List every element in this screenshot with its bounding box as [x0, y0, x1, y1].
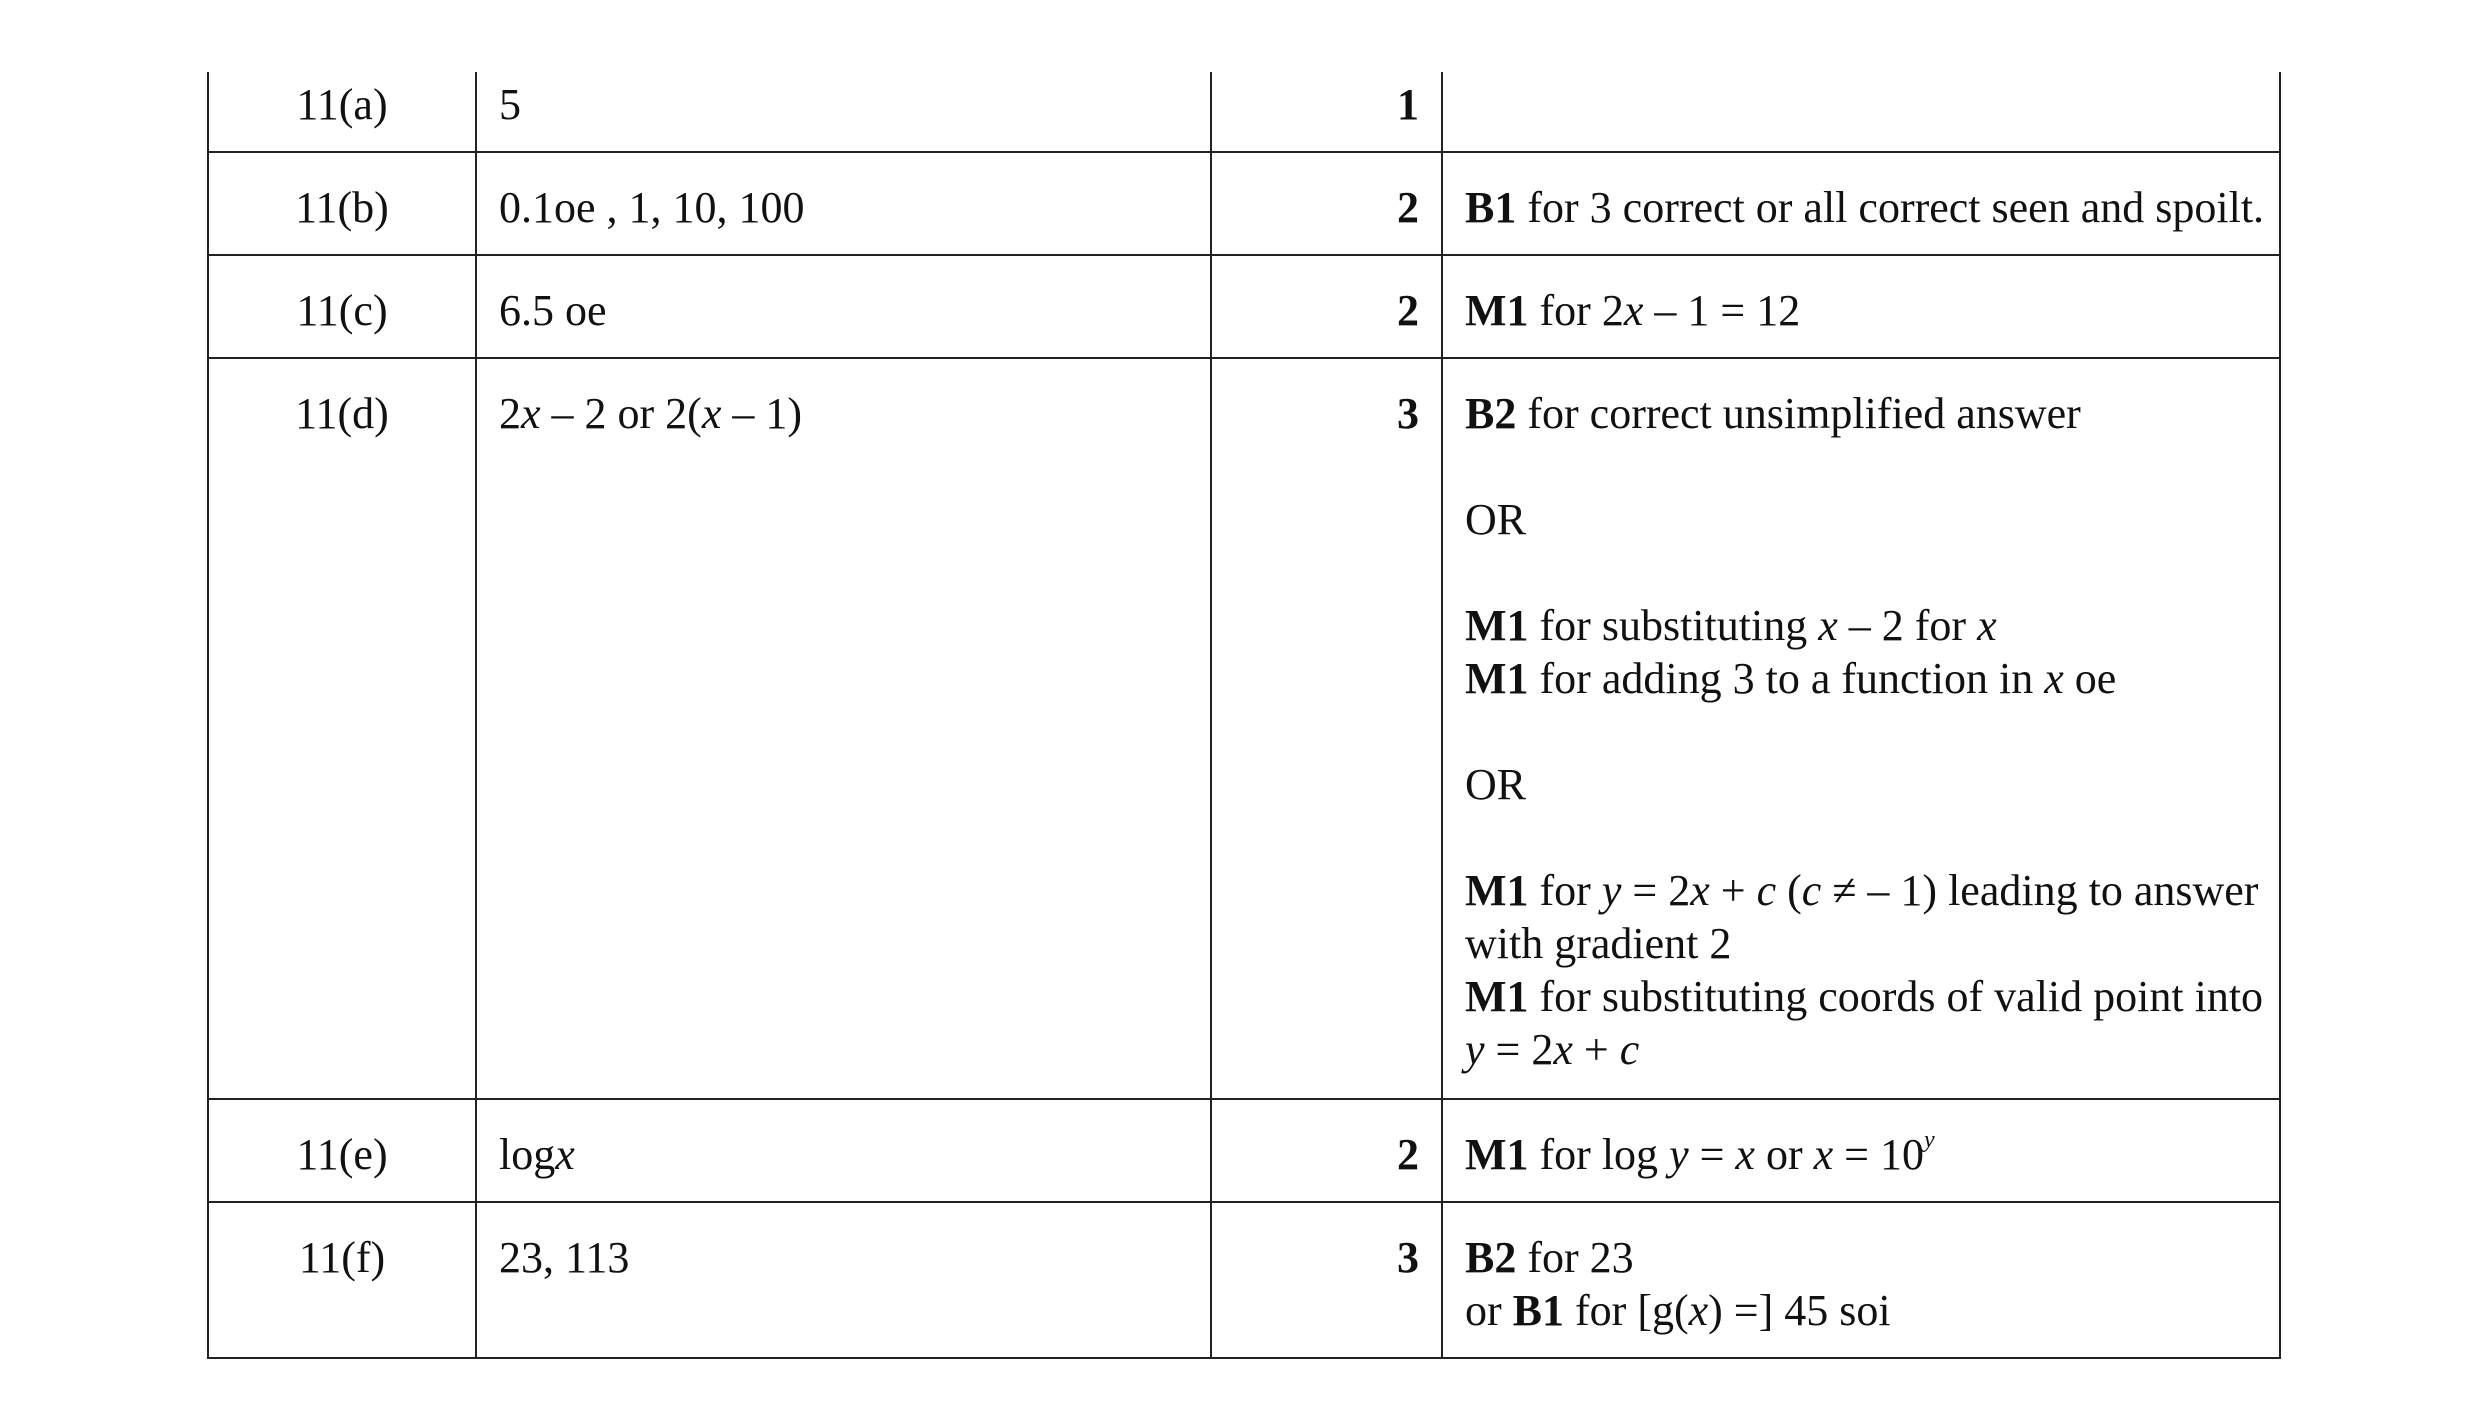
mark-scheme-table	[207, 72, 2281, 1359]
guidance-cell: M1 for 2x – 1 = 12	[1442, 255, 2280, 358]
answer-cell: 5	[476, 72, 1211, 152]
table-row	[208, 72, 2280, 152]
guidance-cell	[1442, 72, 2280, 152]
marks-cell: 2	[1211, 1099, 1442, 1202]
answer-cell: 6.5 oe	[476, 255, 1211, 358]
answer-cell: 0.1oe , 1, 10, 100	[476, 152, 1211, 255]
question-cell: 11(b)	[208, 152, 476, 255]
table-row	[208, 358, 2280, 1099]
question-cell: 11(c)	[208, 255, 476, 358]
question-cell: 11(a)	[208, 72, 476, 152]
table-row	[208, 1202, 2280, 1358]
answer-cell: 23, 113	[476, 1202, 1211, 1358]
marks-cell: 3	[1211, 1202, 1442, 1358]
answer-cell: logx	[476, 1099, 1211, 1202]
marks-cell: 2	[1211, 152, 1442, 255]
marks-cell: 3	[1211, 358, 1442, 1099]
question-cell: 11(e)	[208, 1099, 476, 1202]
guidance-cell: B2 for correct unsimplified answer OR M1 for substituting x – 2 for x M1 for adding 3 to a function in x oe OR M1 for y = 2x + c (c ≠ – 1) leading to answer with gradient 2 M1 for substituting coords of valid point into y = 2x + c	[1442, 358, 2280, 1099]
answer-cell: 2x – 2 or 2(x – 1)	[476, 358, 1211, 1099]
marks-cell: 2	[1211, 255, 1442, 358]
marks-cell: 1	[1211, 72, 1442, 152]
question-cell: 11(f)	[208, 1202, 476, 1358]
table-row	[208, 1099, 2280, 1202]
guidance-cell: B2 for 23 or B1 for [g(x) =] 45 soi	[1442, 1202, 2280, 1358]
question-cell: 11(d)	[208, 358, 476, 1099]
table-row	[208, 255, 2280, 358]
guidance-cell: B1 for 3 correct or all correct seen and spoilt.	[1442, 152, 2280, 255]
guidance-cell: M1 for log y = x or $x = 10^y$	[1442, 1099, 2280, 1202]
table-row	[208, 152, 2280, 255]
